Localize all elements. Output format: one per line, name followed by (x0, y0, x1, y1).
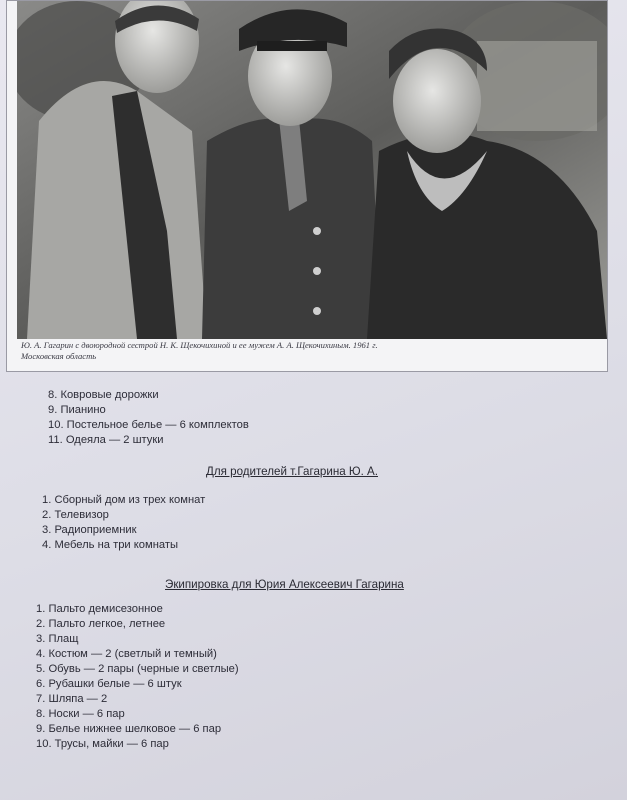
list-item: 3. Радиоприемник (42, 524, 137, 536)
list-item: 1. Сборный дом из трех комнат (42, 494, 206, 506)
list-item: 5. Обувь — 2 пары (черные и светлые) (36, 663, 239, 675)
list-item: 8. Ковровые дорожки (48, 389, 159, 401)
list-item: 7. Шляпа — 2 (36, 693, 108, 705)
photo-frame (6, 0, 608, 372)
parents-section-heading: Для родителей т.Гагарина Ю. А. (206, 465, 378, 478)
equipment-section-heading: Экипировка для Юрия Алексеевич Гагарина (165, 578, 404, 591)
caption-line: Ю. А. Гагарин с двоюродной сестрой Н. К. Щекочихиной и ее мужем А. А. Щекочихиным. 1961 г. (21, 340, 378, 350)
caption-line: Московская область (21, 351, 97, 361)
photograph (17, 1, 607, 339)
list-item: 3. Плащ (36, 633, 79, 645)
list-item: 2. Пальто легкое, летнее (36, 618, 166, 630)
list-item: 1. Пальто демисезонное (36, 603, 163, 615)
equipment-items-list (36, 602, 239, 752)
home-items-list (48, 388, 249, 448)
list-item: 2. Телевизор (42, 509, 109, 521)
photo-caption (21, 340, 601, 362)
parents-items-list (42, 493, 205, 553)
list-item: 4. Костюм — 2 (светлый и темный) (36, 648, 217, 660)
list-item: 11. Одеяла — 2 штуки (48, 434, 164, 446)
list-item: 9. Белье нижнее шелковое — 6 пар (36, 723, 222, 735)
list-item: 10. Постельное белье — 6 комплектов (48, 419, 249, 431)
list-item: 6. Рубашки белые — 6 штук (36, 678, 182, 690)
list-item: 4. Мебель на три комнаты (42, 539, 179, 551)
list-item: 8. Носки — 6 пар (36, 708, 125, 720)
list-item: 10. Трусы, майки — 6 пар (36, 738, 169, 750)
list-item: 9. Пианино (48, 404, 106, 416)
